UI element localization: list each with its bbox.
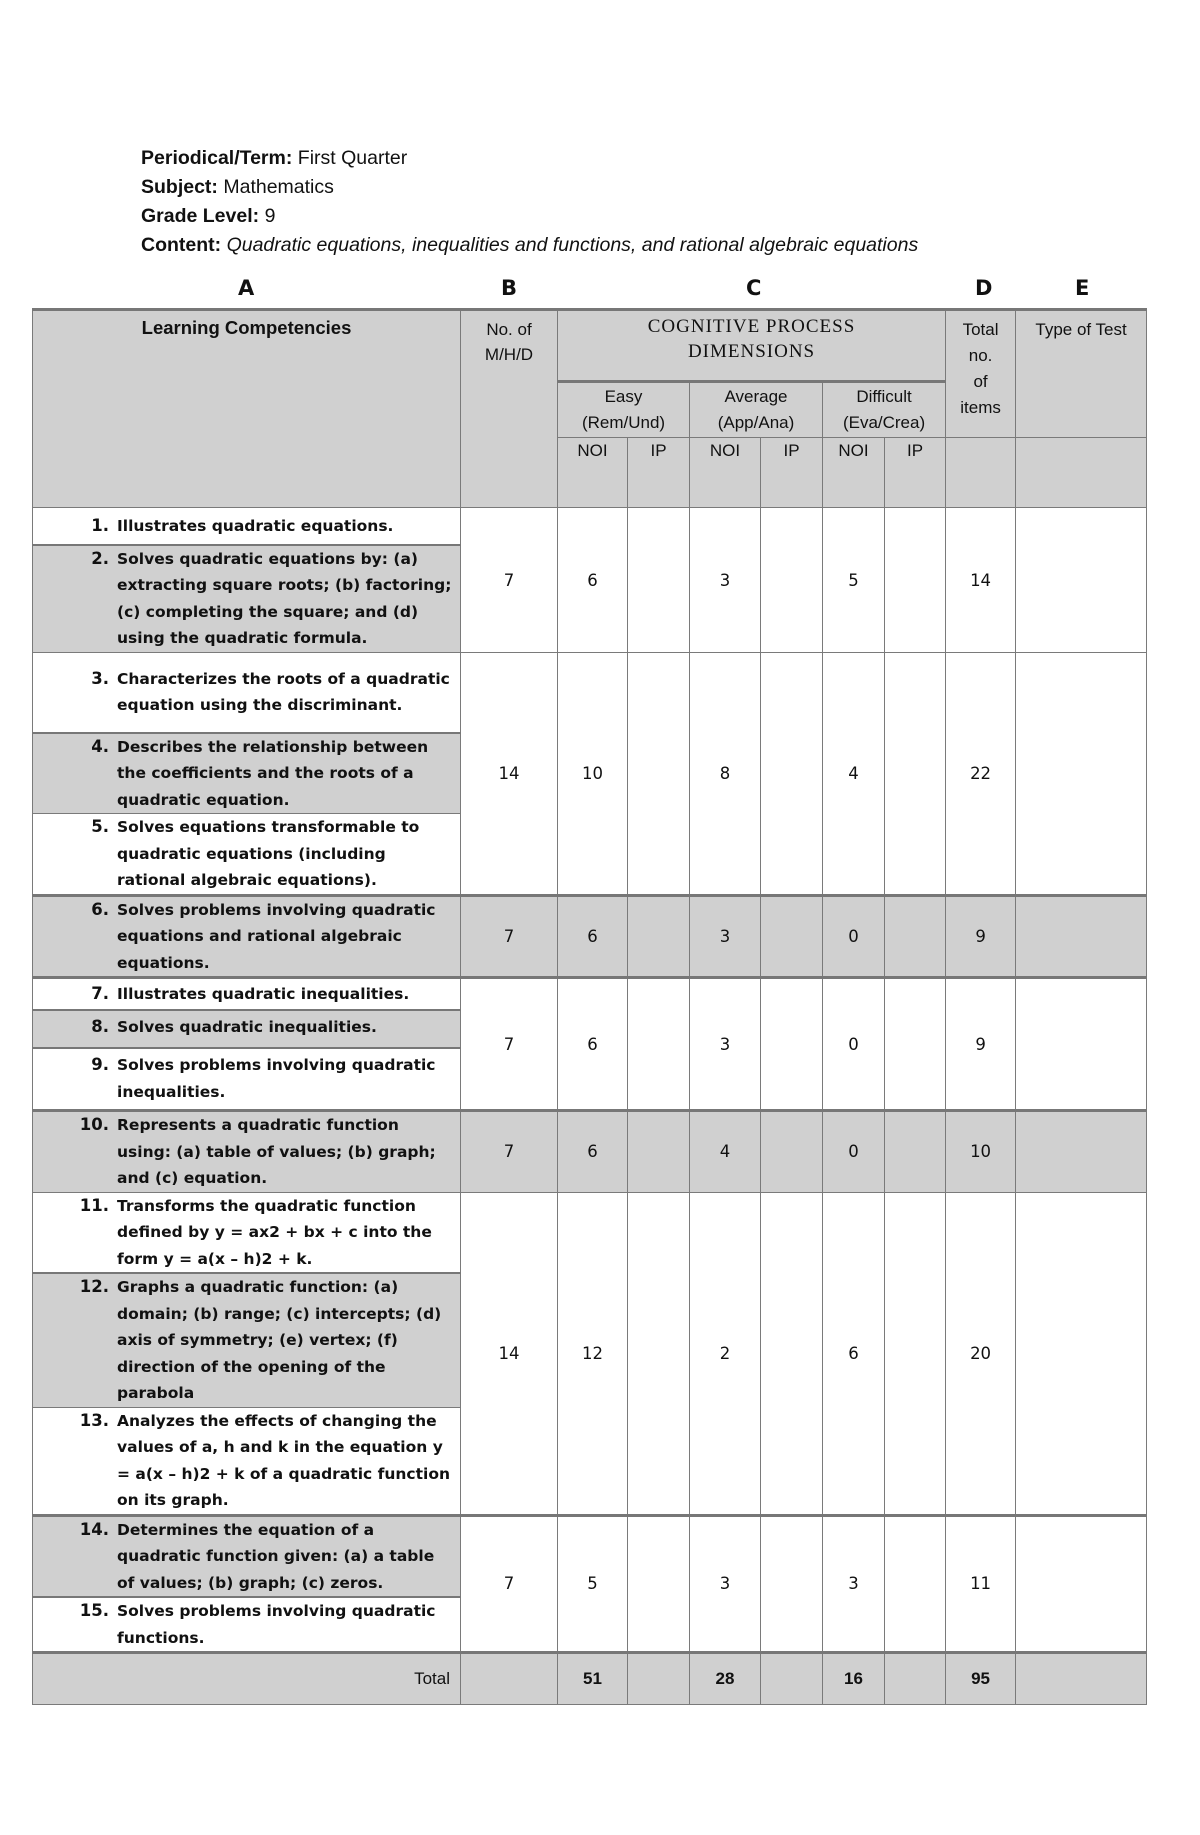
column-letter-c: C	[746, 276, 762, 300]
competency-number: 8.	[91, 1016, 109, 1036]
competency-number: 10.	[79, 1115, 109, 1134]
term-value: First Quarter	[297, 147, 408, 169]
column-letter-e: E	[1075, 276, 1090, 300]
group-5-difficult-ip	[885, 1111, 946, 1193]
subject-value: Mathematics	[223, 176, 334, 198]
header-total-line3: of	[973, 372, 988, 391]
header-easy-sub: (Rem/Und)	[581, 413, 666, 432]
group-7-easy-noi: 5	[558, 1515, 628, 1653]
column-letter-d: D	[975, 276, 993, 300]
competency-text: Illustrates quadratic inequalities.	[117, 984, 410, 1003]
header-difficult-ip: IP	[885, 438, 946, 508]
competency-row	[33, 1192, 461, 1273]
group-3-mhd: 7	[461, 895, 558, 978]
group-3-easy-ip	[628, 895, 690, 978]
total-label: Total	[33, 1653, 461, 1705]
header-type-blank	[1016, 438, 1147, 508]
competency-text: Solves quadratic equations by: (a) extracting square roots; (b) factoring; (c) completing the square; and (d) using the quadratic formula.	[117, 549, 452, 648]
group-2-difficult-ip	[885, 653, 946, 896]
group-7-type	[1016, 1515, 1147, 1653]
competency-row	[33, 733, 461, 814]
header-easy-ip: IP	[628, 438, 690, 508]
group-3-total: 9	[946, 895, 1016, 978]
group-3-average-ip	[761, 895, 823, 978]
group-3-difficult-ip	[885, 895, 946, 978]
total-difficult: 16	[823, 1653, 885, 1705]
group-4-difficult-noi: 0	[823, 978, 885, 1111]
term-label: Periodical/Term:	[141, 147, 293, 169]
term-line	[141, 144, 918, 173]
group-2-easy-ip	[628, 653, 690, 896]
competency-text: Transforms the quadratic function defined by y = ax2 + bx + c into the form y = a(x – h)2 + k.	[117, 1196, 432, 1268]
header-average-noi: NOI	[690, 438, 761, 508]
header-total-items	[946, 310, 1016, 438]
competency-row	[33, 1407, 461, 1515]
group-5-average-ip	[761, 1111, 823, 1193]
competency-row	[33, 1111, 461, 1193]
group-6-total: 20	[946, 1192, 1016, 1515]
group-1-easy-noi: 6	[558, 508, 628, 653]
group-6-difficult-ip	[885, 1192, 946, 1515]
group-6-easy-noi: 12	[558, 1192, 628, 1515]
group-3-type	[1016, 895, 1147, 978]
competency-text: Analyzes the effects of changing the values of a, h and k in the equation y = a(x – h)2 + k of a quadratic function on its graph.	[117, 1411, 451, 1509]
group-5-easy-ip	[628, 1111, 690, 1193]
group-1-difficult-noi: 5	[823, 508, 885, 653]
content-value: Quadratic equations, inequalities and functions, and rational algebraic equations	[226, 234, 919, 256]
group-7-average-noi: 3	[690, 1515, 761, 1653]
group-4-average-noi: 3	[690, 978, 761, 1111]
group-5-type	[1016, 1111, 1147, 1193]
group-5-total: 10	[946, 1111, 1016, 1193]
competency-text: Represents a quadratic function using: (a) table of values; (b) graph; and (c) equation.	[117, 1116, 436, 1187]
header-average-ip: IP	[761, 438, 823, 508]
competency-number: 6.	[91, 899, 109, 919]
total-mhd-blank	[461, 1653, 558, 1705]
header-no-of-line2: M/H/D	[484, 345, 534, 364]
subject-line	[141, 173, 918, 202]
competency-number: 14.	[79, 1519, 109, 1539]
content-label: Content:	[141, 234, 222, 256]
group-6-easy-ip	[628, 1192, 690, 1515]
competency-row	[33, 508, 461, 545]
group-2-type	[1016, 653, 1147, 896]
header-cognitive-line1: COGNITIVE PROCESS	[647, 316, 856, 337]
column-letter-b: B	[501, 276, 518, 300]
competency-number: 9.	[91, 1055, 109, 1075]
group-4-total: 9	[946, 978, 1016, 1111]
competency-text: Illustrates quadratic equations.	[117, 516, 394, 535]
competency-number: 4.	[91, 736, 109, 756]
header-cognitive-line2: DIMENSIONS	[687, 341, 816, 362]
competency-text: Solves problems involving quadratic inequalities.	[117, 1056, 436, 1101]
header-total-line2: no.	[968, 346, 993, 365]
total-easy: 51	[558, 1653, 628, 1705]
group-1-average-ip	[761, 508, 823, 653]
group-5-difficult-noi: 0	[823, 1111, 885, 1193]
group-7-average-ip	[761, 1515, 823, 1653]
competency-text: Solves problems involving quadratic functions.	[117, 1602, 436, 1647]
competency-row	[33, 814, 461, 896]
header-average-label: Average	[724, 387, 788, 406]
competency-row	[33, 545, 461, 653]
group-2-mhd: 14	[461, 653, 558, 896]
competency-number: 2.	[91, 548, 109, 568]
grade-line	[141, 202, 918, 231]
group-7-difficult-ip	[885, 1515, 946, 1653]
header-difficult-label: Difficult	[856, 387, 912, 406]
group-6-type	[1016, 1192, 1147, 1515]
competency-row	[33, 1010, 461, 1048]
competency-text: Graphs a quadratic function: (a) domain; (b) range; (c) intercepts; (d) axis of symmetry; (e) vertex; (f) direction of the opening of the parabola	[117, 1278, 442, 1402]
competency-number: 12.	[79, 1277, 109, 1296]
competency-number: 5.	[91, 817, 109, 836]
grade-value: 9	[264, 205, 276, 227]
group-2-total: 22	[946, 653, 1016, 896]
group-1-easy-ip	[628, 508, 690, 653]
group-1-average-noi: 3	[690, 508, 761, 653]
group-5-mhd: 7	[461, 1111, 558, 1193]
competency-row	[33, 1048, 461, 1111]
content-line	[141, 231, 918, 260]
group-6-average-ip	[761, 1192, 823, 1515]
document-metadata	[141, 144, 918, 260]
header-total-blank	[946, 438, 1016, 508]
header-total-line1: Total	[962, 320, 999, 339]
competency-number: 15.	[79, 1601, 109, 1620]
competency-number: 7.	[91, 983, 109, 1003]
header-no-of-mhd	[461, 310, 558, 508]
group-7-easy-ip	[628, 1515, 690, 1653]
group-6-average-noi: 2	[690, 1192, 761, 1515]
group-1-total: 14	[946, 508, 1016, 653]
competency-row	[33, 895, 461, 978]
total-type-blank	[1016, 1653, 1147, 1705]
column-letter-a: A	[238, 276, 255, 300]
competency-row	[33, 1273, 461, 1407]
competency-text: Solves quadratic inequalities.	[117, 1017, 377, 1036]
competency-row	[33, 978, 461, 1010]
group-2-difficult-noi: 4	[823, 653, 885, 896]
group-2-easy-noi: 10	[558, 653, 628, 896]
competency-row	[33, 1597, 461, 1653]
group-5-easy-noi: 6	[558, 1111, 628, 1193]
header-total-line4: items	[960, 398, 1001, 417]
header-no-of-line1: No. of	[486, 320, 532, 339]
group-1-difficult-ip	[885, 508, 946, 653]
total-difficult-ip	[885, 1653, 946, 1705]
total-average: 28	[690, 1653, 761, 1705]
group-7-total: 11	[946, 1515, 1016, 1653]
group-7-difficult-noi: 3	[823, 1515, 885, 1653]
header-difficult-sub: (Eva/Crea)	[842, 413, 926, 432]
table-of-specifications	[32, 308, 1147, 1705]
competency-number: 13.	[79, 1410, 109, 1430]
header-cognitive-process	[558, 310, 946, 382]
header-type-of-test: Type of Test	[1016, 310, 1147, 438]
competency-number: 3.	[91, 668, 109, 688]
competency-text: Solves problems involving quadratic equations and rational algebraic equations.	[117, 900, 436, 972]
competency-number: 11.	[79, 1195, 109, 1215]
competency-number: 1.	[91, 515, 109, 535]
header-average-sub: (App/Ana)	[717, 413, 795, 432]
group-6-mhd: 14	[461, 1192, 558, 1515]
group-2-average-ip	[761, 653, 823, 896]
group-4-easy-noi: 6	[558, 978, 628, 1111]
competency-text: Describes the relationship between the coefficients and the roots of a quadratic equation.	[117, 737, 429, 809]
group-3-easy-noi: 6	[558, 895, 628, 978]
group-3-difficult-noi: 0	[823, 895, 885, 978]
competency-text: Solves equations transformable to quadratic equations (including rational algebraic equations).	[117, 818, 420, 889]
group-4-mhd: 7	[461, 978, 558, 1111]
group-6-difficult-noi: 6	[823, 1192, 885, 1515]
total-items: 95	[946, 1653, 1016, 1705]
header-easy-label: Easy	[604, 387, 643, 406]
competency-row	[33, 1515, 461, 1597]
subject-label: Subject:	[141, 176, 218, 198]
group-4-easy-ip	[628, 978, 690, 1111]
group-3-average-noi: 3	[690, 895, 761, 978]
header-easy	[558, 382, 690, 438]
total-easy-ip	[628, 1653, 690, 1705]
competency-row	[33, 653, 461, 733]
grade-label: Grade Level:	[141, 205, 260, 227]
group-1-type	[1016, 508, 1147, 653]
header-difficult	[823, 382, 946, 438]
header-learning-competencies: Learning Competencies	[33, 310, 461, 508]
group-4-average-ip	[761, 978, 823, 1111]
group-2-average-noi: 8	[690, 653, 761, 896]
header-easy-noi: NOI	[558, 438, 628, 508]
competency-text: Determines the equation of a quadratic function given: (a) a table of values; (b) graph; (c) zeros.	[117, 1520, 435, 1592]
competency-text: Characterizes the roots of a quadratic equation using the discriminant.	[117, 669, 450, 715]
group-1-mhd: 7	[461, 508, 558, 653]
header-difficult-noi: NOI	[823, 438, 885, 508]
header-average	[690, 382, 823, 438]
group-7-mhd: 7	[461, 1515, 558, 1653]
group-5-average-noi: 4	[690, 1111, 761, 1193]
group-4-type	[1016, 978, 1147, 1111]
total-average-ip	[761, 1653, 823, 1705]
group-4-difficult-ip	[885, 978, 946, 1111]
